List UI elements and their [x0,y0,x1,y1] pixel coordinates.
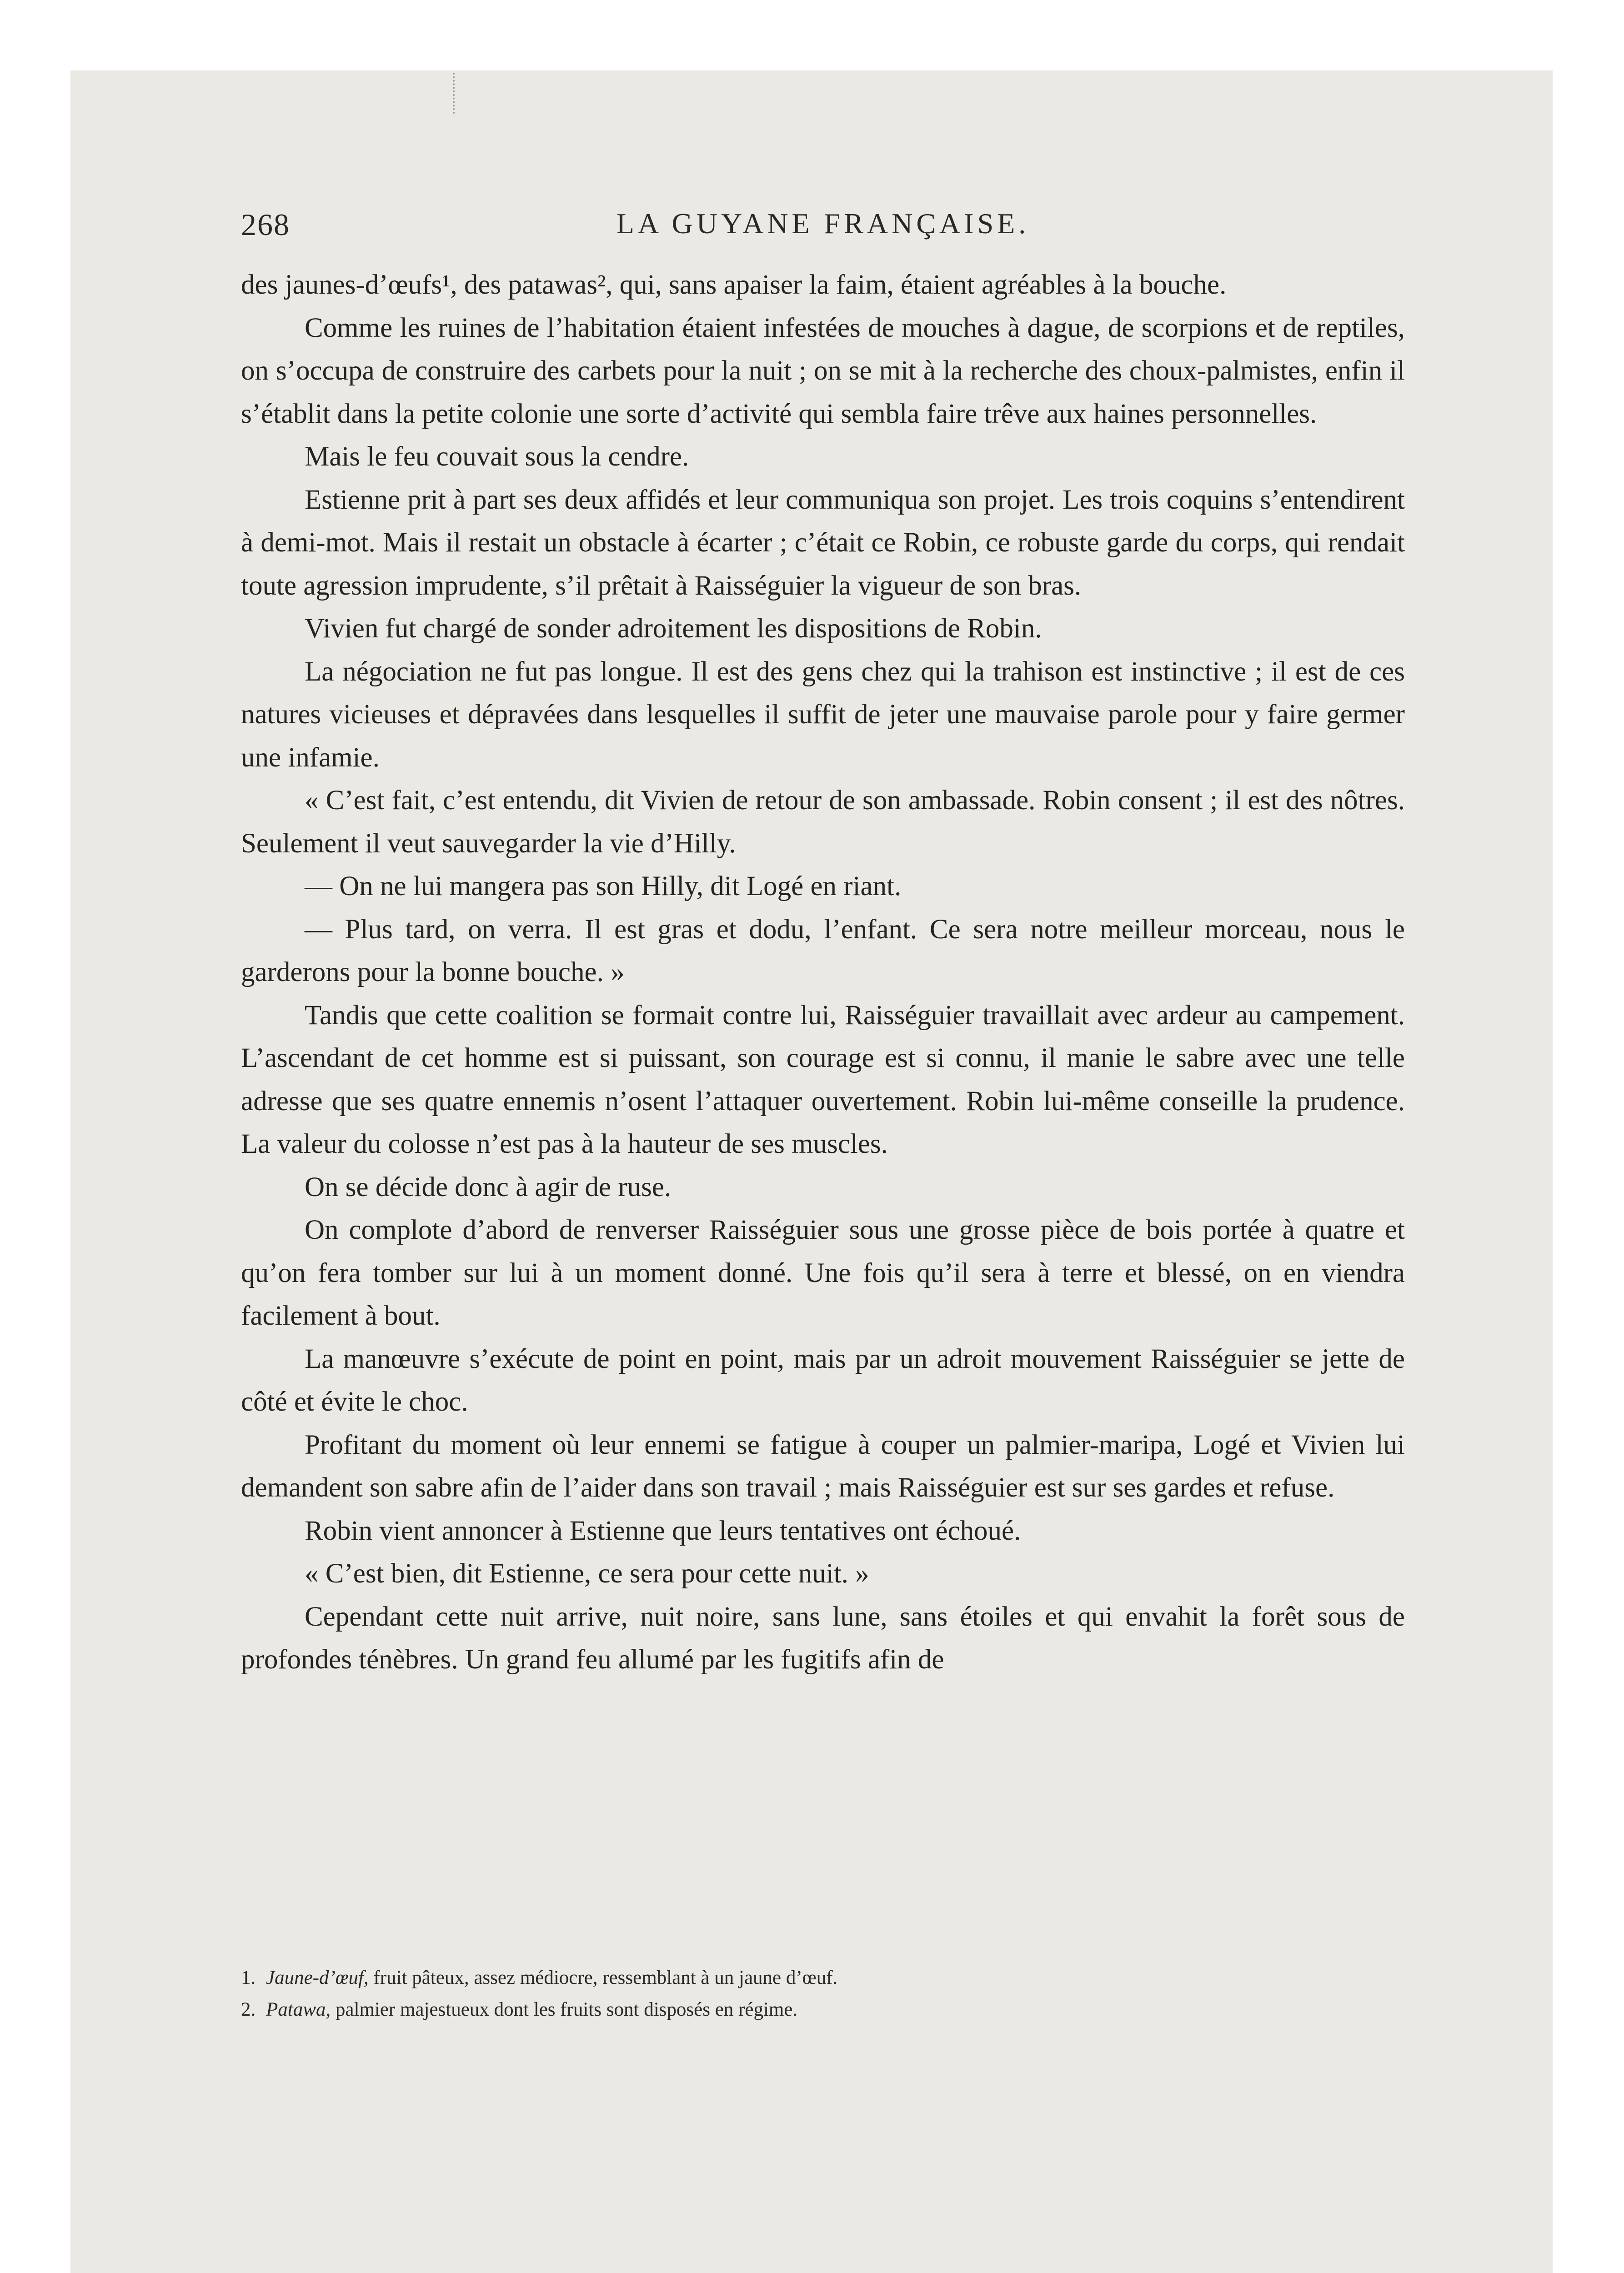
paragraph: « C’est fait, c’est entendu, dit Vivien de retour de son ambassade. Robin consent ; il est des nôtres. Seulement il veut sauvegarder la vie d’Hilly. [241,785,1405,859]
footnote [241,1962,1405,1994]
margin-marks [453,73,456,114]
paragraph: Robin vient annoncer à Estienne que leurs tentatives ont échoué. [305,1515,1021,1546]
footnote-text: fruit pâteux, assez médiocre, ressemblant à un jaune d’œuf. [368,1967,838,1988]
page-header [241,200,1405,255]
footnote-number: 1. [241,1967,256,1988]
paragraph: Vivien fut chargé de sonder adroitement les dispositions de Robin. [305,613,1042,644]
paragraph: Comme les ruines de l’habitation étaient infestées de mouches à dague, de scorpions et de reptiles, on s’occupa de construire des carbets pour la nuit ; on se mit à la recherche des choux-palmistes, enfin il s’établit dans la petite colonie une sorte d’activité qui sembla faire trêve aux haines personnelles. [241,312,1405,429]
footnote [241,1994,1405,2026]
paragraph: La négociation ne fut pas longue. Il est des gens chez qui la trahison est instinctive ; il est de ces natures vicieuses et dépravées dans lesquelles il suffit de jeter une mauvaise parole pour y faire germer une infamie. [241,656,1405,773]
footnote-number: 2. [241,1999,256,2020]
page-number: 268 [241,207,290,242]
paragraph: Profitant du moment où leur ennemi se fatigue à couper un palmier-maripa, Logé et Vivien lui demandent son sabre afin de l’aider dans son travail ; mais Raisséguier est sur ses gardes et refuse. [241,1429,1405,1503]
footnote-term: Patawa, [266,1999,331,2020]
paragraph: La manœuvre s’exécute de point en point, mais par un adroit mouvement Raisséguier se jette de côté et évite le choc. [241,1343,1405,1417]
footnotes [241,1962,1405,2026]
footnote-text: palmier majestueux dont les fruits sont disposés en régime. [331,1999,798,2020]
paragraph: On se décide donc à agir de ruse. [305,1172,672,1202]
body-text [241,264,1405,1682]
paragraph: Mais le feu couvait sous la cendre. [305,441,689,472]
paragraph: On complote d’abord de renverser Raisséguier sous une grosse pièce de bois portée à quatre et qu’on fera tomber sur lui à un moment donné. Une fois qu’il sera à terre et blessé, on en viendra facilement à bout. [241,1215,1405,1331]
paragraph: « C’est bien, dit Estienne, ce sera pour cette nuit. » [305,1558,869,1589]
paragraph: — On ne lui mangera pas son Hilly, dit Logé en riant. [305,871,902,901]
footnote-term: Jaune-d’œuf, [266,1967,369,1988]
paragraph: des jaunes-d’œufs¹, des patawas², qui, sans apaiser la faim, étaient agréables à la bouche. [241,270,1227,300]
paragraph: Estienne prit à part ses deux affidés et leur communiqua son projet. Les trois coquins s’entendirent à demi-mot. Mais il restait un obstacle à écarter ; c’était ce Robin, ce robuste garde du corps, qui rendait toute agression imprudente, s’il prêtait à Raisséguier la vigueur de son bras. [241,484,1405,601]
running-title: LA GUYANE FRANÇAISE. [616,207,1030,240]
paragraph: Tandis que cette coalition se formait contre lui, Raisséguier travaillait avec ardeur au campement. L’ascendant de cet homme est si puissant, son courage est si connu, il manie le sabre avec une telle adresse que ses quatre ennemis n’osent l’attaquer ouvertement. Robin lui-même conseille la prudence. La valeur du colosse n’est pas à la hauteur de ses muscles. [241,1000,1405,1159]
paragraph: — Plus tard, on verra. Il est gras et dodu, l’enfant. Ce sera notre meilleur morceau, nous le garderons pour la bonne bouche. » [241,914,1405,987]
paragraph: Cependant cette nuit arrive, nuit noire, sans lune, sans étoiles et qui envahit la forêt sous de profondes ténèbres. Un grand feu allumé par les fugitifs afin de [241,1601,1405,1675]
